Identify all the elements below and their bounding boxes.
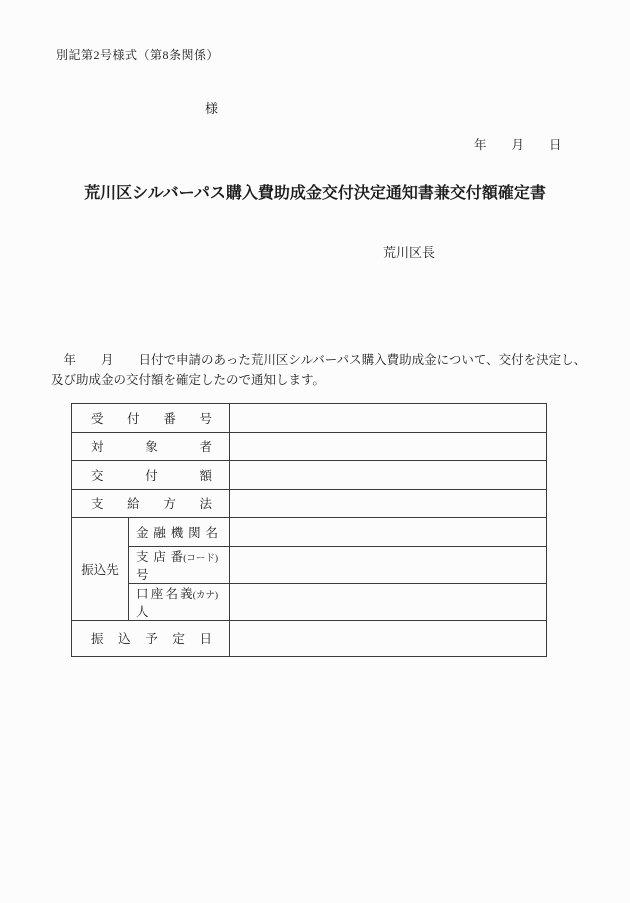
row-label-payment-method: 支給方法	[72, 489, 230, 518]
sub-label-account-holder-small: (カナ)	[192, 590, 219, 601]
table-row-bank-name	[72, 518, 547, 547]
table-row-account-holder	[72, 583, 547, 620]
table-row-subject-person	[72, 432, 547, 461]
sub-label-bank-name-text: 金融機関名	[136, 525, 219, 540]
row-value-subject-person	[230, 432, 547, 461]
addressee-suffix: 様	[205, 101, 219, 116]
form-number: 別記第2号様式（第8条関係）	[56, 48, 220, 62]
table-row-transfer-date	[72, 620, 547, 656]
table-row-grant-amount	[72, 461, 547, 490]
table-row-payment-method	[72, 489, 547, 518]
row-label-transfer-date: 振込予定日	[72, 620, 230, 656]
document-title: 荒川区シルバーパス購入費助成金交付決定通知書兼交付額確定書	[84, 185, 546, 202]
row-value-payment-method	[230, 489, 547, 518]
body-line-1: 年 月 日付で申請のあった荒川区シルバーパス購入費助成金について、交付を決定し、	[51, 353, 587, 367]
form-table	[71, 403, 547, 657]
sub-label-bank-name	[129, 518, 230, 547]
row-label-grant-amount: 交付額	[72, 461, 230, 490]
sender-name: 荒川区長	[383, 245, 436, 260]
body-paragraph	[51, 350, 591, 390]
row-value-branch-number	[230, 546, 547, 583]
row-label-receipt-number: 受付番号	[72, 404, 230, 433]
sub-label-branch-number-small: (コード)	[183, 553, 219, 564]
table-row-receipt-number	[72, 404, 547, 433]
body-line-2: 及び助成金の交付額を確定したので通知します。	[51, 373, 326, 387]
sub-label-branch-number-text: 支店番号	[136, 549, 184, 582]
date-line: 年 月 日	[474, 138, 562, 152]
sub-label-account-holder-text: 口座名義人	[136, 586, 193, 619]
row-value-transfer-date	[230, 620, 547, 656]
row-value-account-holder	[230, 583, 547, 620]
sub-label-account-holder	[129, 583, 230, 620]
row-value-grant-amount	[230, 461, 547, 490]
transfer-group-label: 振込先	[72, 518, 129, 621]
row-value-bank-name	[230, 518, 547, 547]
table-row-branch-number	[72, 546, 547, 583]
row-label-subject-person: 対象者	[72, 432, 230, 461]
row-value-receipt-number	[230, 404, 547, 433]
sub-label-branch-number	[129, 546, 230, 583]
